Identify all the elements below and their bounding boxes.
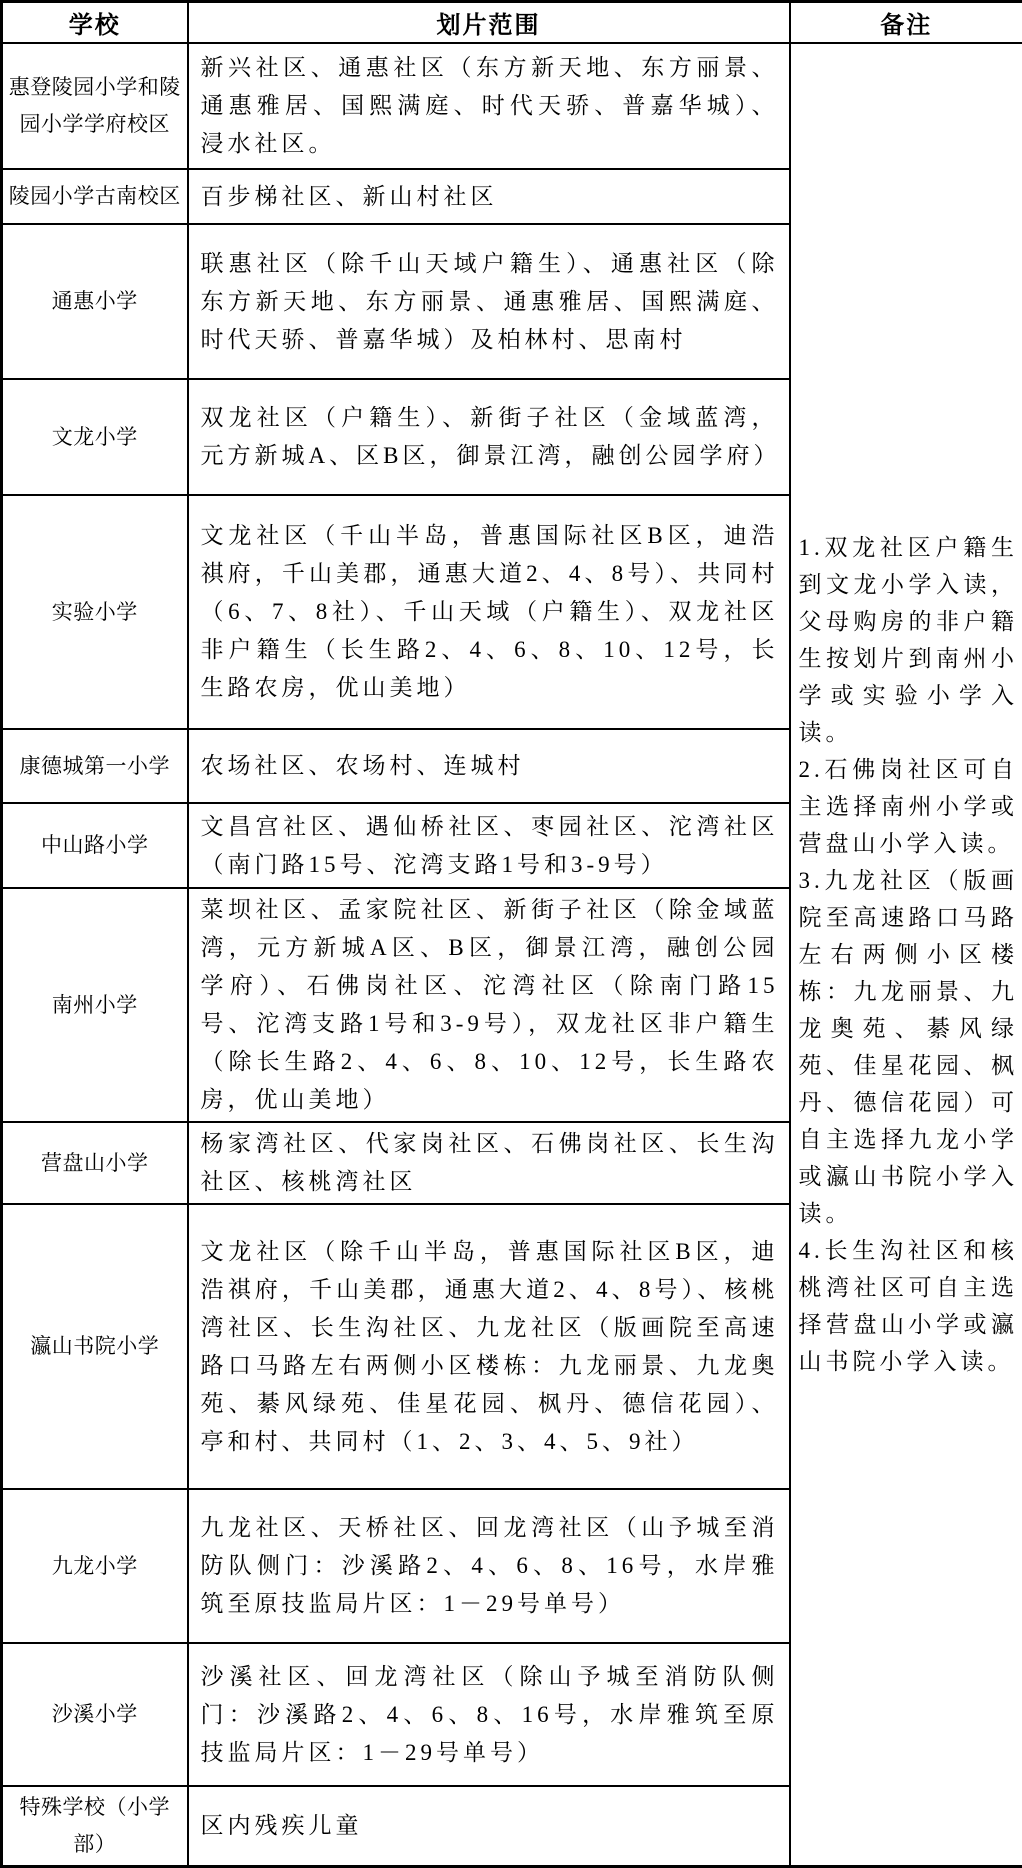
school-name: 陵园小学古南校区 [2, 169, 188, 224]
school-name: 中山路小学 [2, 803, 188, 888]
school-name: 特殊学校（小学部） [2, 1786, 188, 1866]
school-name: 瀛山书院小学 [2, 1204, 188, 1489]
remarks-cell [790, 43, 1022, 1866]
school-name: 沙溪小学 [2, 1643, 188, 1786]
zoning-range: 杨家湾社区、代家岗社区、石佛岗社区、长生沟社区、核桃湾社区 [188, 1122, 790, 1204]
column-header-remarks: 备注 [790, 2, 1022, 44]
table-row [2, 43, 1022, 169]
remark-item: 2.石佛岗社区可自主选择南州小学或营盘山小学入读。 [799, 751, 1019, 862]
zoning-range: 九龙社区、天桥社区、回龙湾社区（山予城至消防队侧门：沙溪路2、4、6、8、16号，水岸雅筑至原技监局片区：1－29号单号） [188, 1489, 790, 1643]
zoning-range: 百步梯社区、新山村社区 [188, 169, 790, 224]
remark-item: 3.九龙社区（版画院至高速路口马路左右两侧小区楼栋：九龙丽景、九龙奥苑、綦风绿苑、佳星花园、枫丹、德信花园）可自主选择九龙小学或瀛山书院小学入读。 [799, 862, 1019, 1232]
school-name: 康德城第一小学 [2, 729, 188, 803]
school-name: 九龙小学 [2, 1489, 188, 1643]
zoning-range: 文龙社区（千山半岛，普惠国际社区B区，迪浩祺府，千山美郡，通惠大道2、4、8号）、共同村（6、7、8社）、千山天域（户籍生）、双龙社区非户籍生（长生路2、4、6、8、10、12号，长生路农房，优山美地） [188, 495, 790, 729]
school-name: 实验小学 [2, 495, 188, 729]
zoning-range: 文龙社区（除千山半岛，普惠国际社区B区，迪浩祺府，千山美郡，通惠大道2、4、8号）、核桃湾社区、长生沟社区、九龙社区（版画院至高速路口马路左右两侧小区楼栋：九龙丽景、九龙奥苑、綦风绿苑、佳星花园、枫丹、德信花园）、亭和村、共同村（1、2、3、4、5、9社） [188, 1204, 790, 1489]
zoning-range: 双龙社区（户籍生）、新街子社区（金域蓝湾，元方新城A、区B区，御景江湾，融创公园学府） [188, 379, 790, 495]
zoning-range: 联惠社区（除千山天域户籍生）、通惠社区（除东方新天地、东方丽景、通惠雅居、国熙满庭、时代天骄、普嘉华城）及柏林村、思南村 [188, 224, 790, 379]
school-name: 惠登陵园小学和陵园小学学府校区 [2, 43, 188, 169]
zoning-range: 文昌宫社区、遇仙桥社区、枣园社区、沱湾社区（南门路15号、沱湾支路1号和3-9号） [188, 803, 790, 888]
school-name: 通惠小学 [2, 224, 188, 379]
zoning-range: 农场社区、农场村、连城村 [188, 729, 790, 803]
school-name: 文龙小学 [2, 379, 188, 495]
zoning-range: 新兴社区、通惠社区（东方新天地、东方丽景、通惠雅居、国熙满庭、时代天骄、普嘉华城）、浸水社区。 [188, 43, 790, 169]
column-header-school: 学校 [2, 2, 188, 44]
column-header-range: 划片范围 [188, 2, 790, 44]
remark-item: 4.长生沟社区和核桃湾社区可自主选择营盘山小学或瀛山书院小学入读。 [799, 1232, 1019, 1380]
zoning-range: 菜坝社区、孟家院社区、新街子社区（除金域蓝湾，元方新城A区、B区，御景江湾，融创公园学府）、石佛岗社区、沱湾社区（除南门路15号、沱湾支路1号和3-9号），双龙社区非户籍生（除长生路2、4、6、8、10、12号，长生路农房，优山美地） [188, 888, 790, 1122]
school-name: 南州小学 [2, 888, 188, 1122]
zoning-range: 沙溪社区、回龙湾社区（除山予城至消防队侧门：沙溪路2、4、6、8、16号，水岸雅筑至原技监局片区：1－29号单号） [188, 1643, 790, 1786]
header-row [2, 2, 1022, 44]
school-name: 营盘山小学 [2, 1122, 188, 1204]
remark-item: 1.双龙社区户籍生到文龙小学入读，父母购房的非户籍生按划片到南州小学或实验小学入读。 [799, 529, 1019, 751]
zoning-range: 区内残疾儿童 [188, 1786, 790, 1866]
